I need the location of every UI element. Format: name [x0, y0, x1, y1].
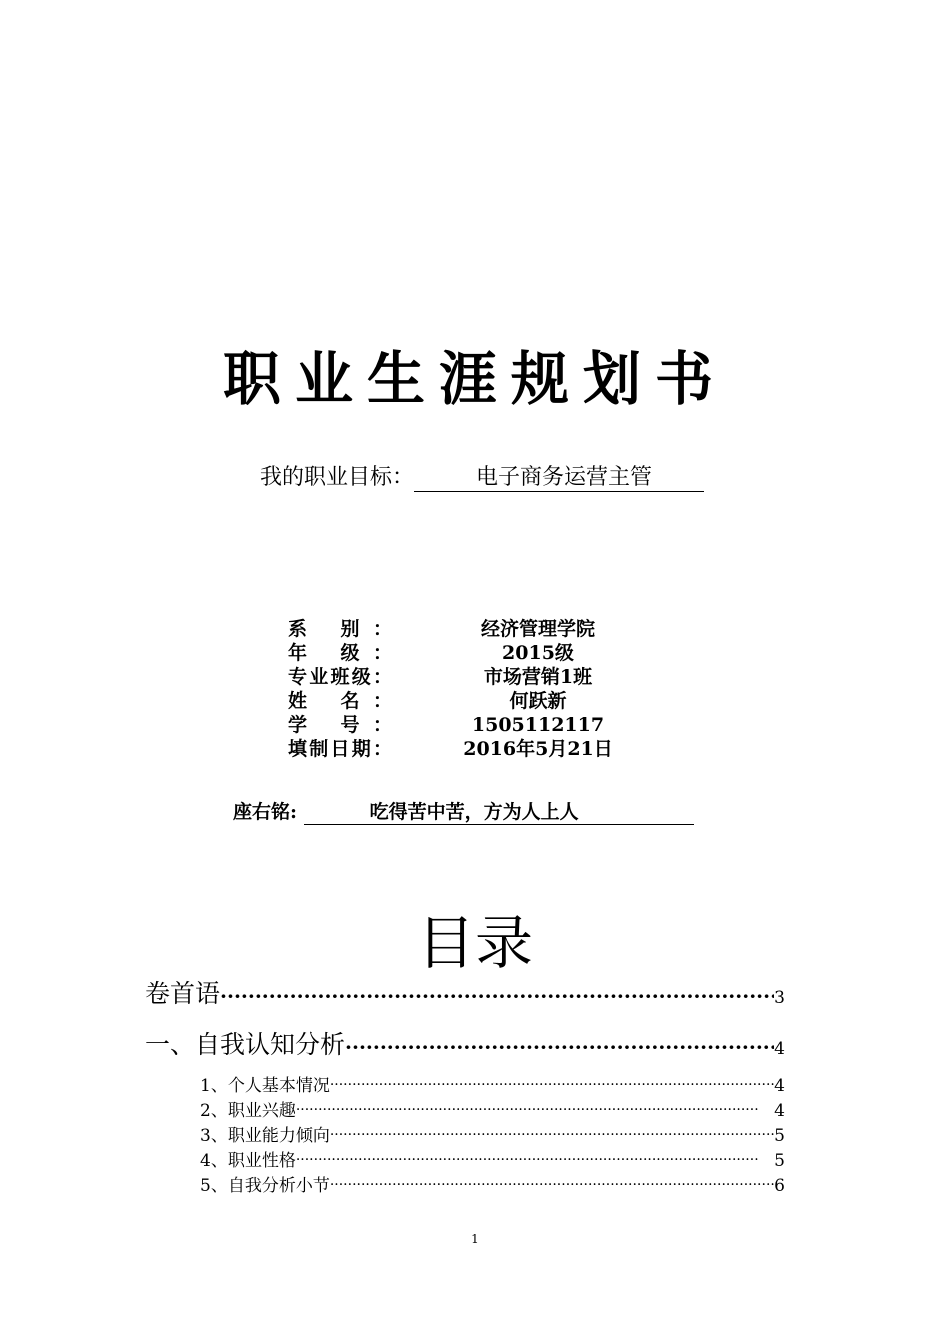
motto-value: 吃得苦中苦，方为人上人: [304, 800, 694, 825]
toc-leader-dots: [345, 1033, 774, 1061]
student-info: [288, 617, 708, 761]
toc-leader-dots: [330, 1074, 774, 1096]
info-row-name: [288, 689, 708, 713]
toc-entry-text: 4、职业性格: [200, 1151, 296, 1171]
info-label: 姓 名：: [288, 690, 392, 712]
toc-entry[interactable]: [145, 1121, 785, 1146]
info-row-class: [288, 665, 708, 689]
toc-entry[interactable]: [145, 1096, 785, 1121]
toc-entry[interactable]: [145, 1031, 785, 1061]
toc-entry-text: 一、自我认知分析: [145, 1030, 346, 1059]
motto-label: 座右铭:: [233, 801, 298, 823]
toc-entry[interactable]: [145, 1146, 785, 1171]
career-goal-value: 电子商务运营主管: [414, 465, 704, 492]
career-goal: [260, 460, 704, 492]
info-value: 市场营销1班: [483, 666, 593, 688]
info-label: 年 级：: [288, 642, 392, 664]
info-label: 系 别：: [288, 618, 392, 640]
toc-entry[interactable]: [145, 1071, 785, 1096]
info-value: 2015级: [502, 642, 574, 664]
toc-entry-page: 5: [774, 1126, 785, 1146]
toc-leader-dots: [330, 1124, 774, 1146]
toc-entry[interactable]: [145, 1171, 785, 1196]
toc-entry-page: 4: [774, 1101, 785, 1121]
info-value: 何跃新: [509, 690, 567, 712]
toc-entry-page: 5: [774, 1151, 785, 1171]
toc-entry-page: 6: [774, 1176, 785, 1196]
info-label: 填制日期：: [288, 738, 392, 760]
toc-entry-text: 2、职业兴趣: [200, 1101, 296, 1121]
toc-leader-dots: [220, 982, 774, 1010]
info-value: 经济管理学院: [480, 618, 595, 640]
toc-entry-text: 1、个人基本情况: [200, 1076, 330, 1096]
toc-entry-text: 5、自我分析小节: [200, 1176, 330, 1196]
info-row-date: [288, 737, 708, 761]
info-value: 1505112117: [471, 714, 605, 736]
toc-leader-dots: [296, 1099, 774, 1121]
career-goal-label: 我的职业目标：: [260, 465, 415, 490]
toc-entry-page: 3: [774, 988, 785, 1008]
toc-entry-text: 3、职业能力倾向: [200, 1126, 330, 1146]
table-of-contents: [145, 980, 785, 1010]
toc-entry-page: 4: [774, 1039, 785, 1059]
toc-entry-page: 4: [774, 1076, 785, 1096]
toc-leader-dots: [330, 1174, 774, 1196]
table-of-contents-section: [145, 1031, 785, 1061]
page-number: 1: [471, 1232, 479, 1246]
info-row-student-id: [288, 713, 708, 737]
toc-leader-dots: [296, 1149, 774, 1171]
document-title: 职业生涯规划书: [222, 345, 727, 413]
info-row-grade: [288, 641, 708, 665]
info-row-department: [288, 617, 708, 641]
toc-entry-text: 卷首语: [145, 979, 221, 1008]
motto: [233, 797, 694, 825]
table-of-contents-subsections: [145, 1071, 785, 1196]
info-value: 2016年5月21日: [463, 738, 613, 760]
toc-title: 目录: [416, 909, 533, 977]
toc-entry[interactable]: [145, 980, 785, 1010]
info-label: 学 号：: [288, 714, 392, 736]
info-label: 专业班级：: [288, 666, 392, 688]
